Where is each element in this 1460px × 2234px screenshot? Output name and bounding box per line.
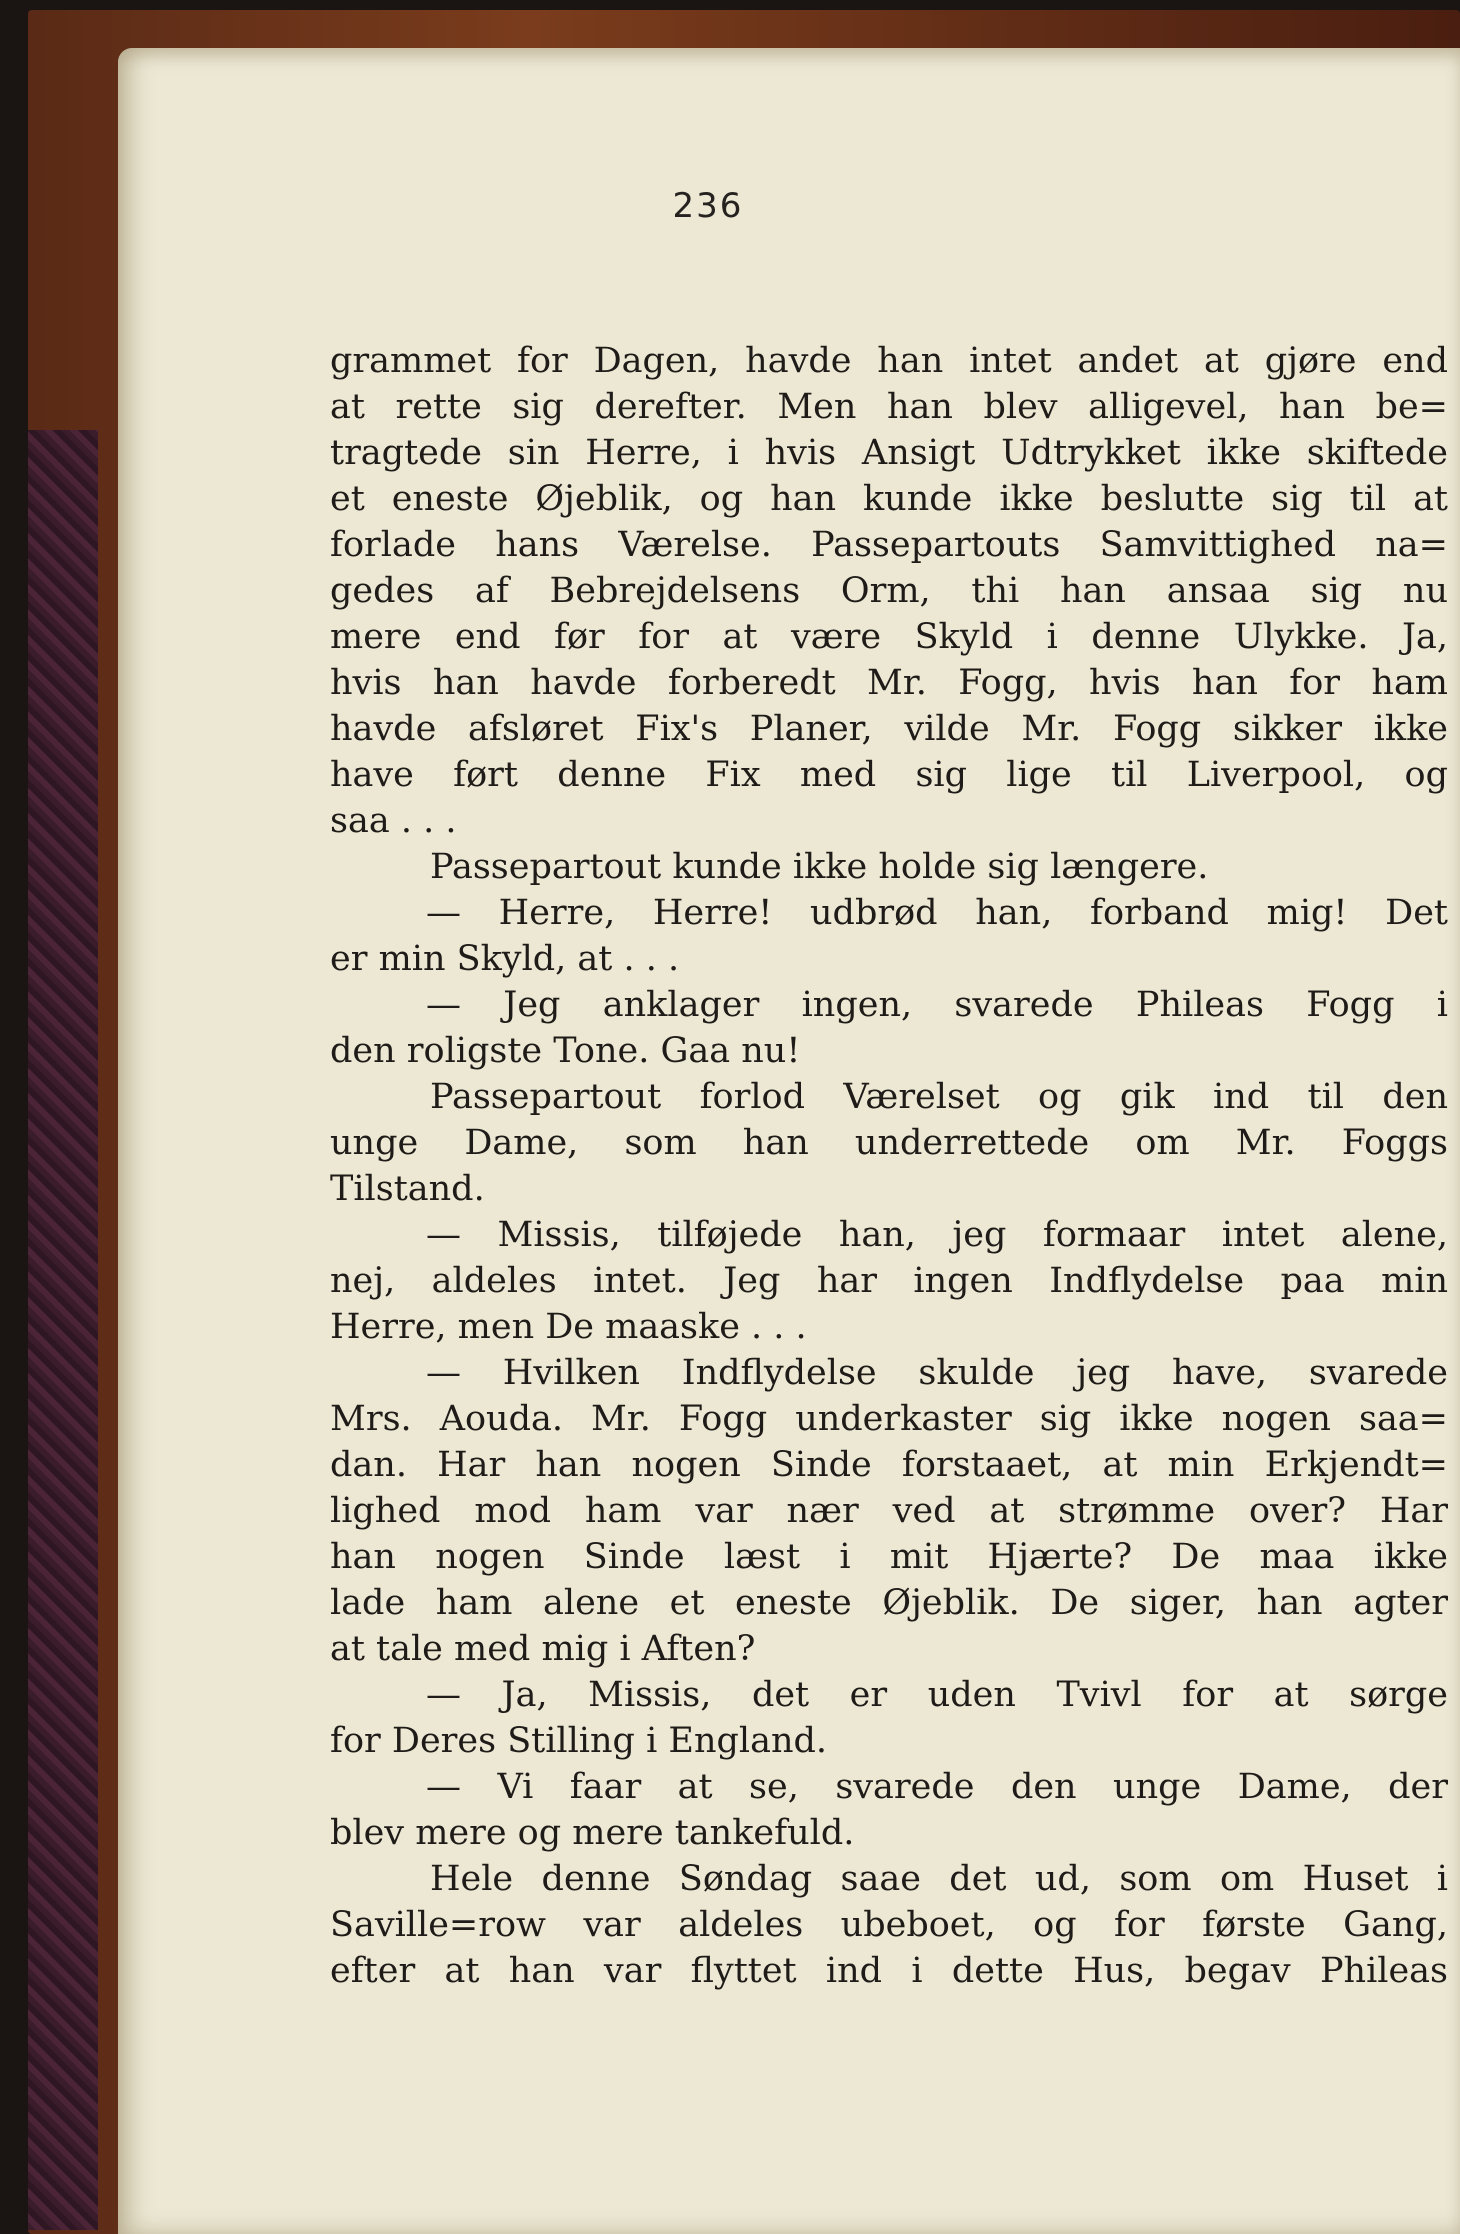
text-line: saa . . . xyxy=(330,801,457,841)
text-line: han nogen Sinde læst i mit Hjærte? De maa ikke xyxy=(330,1537,1448,1577)
text-line: Passepartout forlod Værelset og gik ind til den xyxy=(430,1077,1448,1117)
text-line: forlade hans Værelse. Passepartouts Samvittighed na= xyxy=(330,525,1448,565)
text-line: havde afsløret Fix's Planer, vilde Mr. Fogg sikker ikke xyxy=(330,709,1448,749)
text-line: et eneste Øjeblik, og han kunde ikke beslutte sig til at xyxy=(330,479,1448,519)
text-line: dan. Har han nogen Sinde forstaaet, at min Erkjendt= xyxy=(330,1445,1448,1485)
text-line: lighed mod ham var nær ved at strømme over? Har xyxy=(330,1491,1448,1531)
text-line: mere end før for at være Skyld i denne Ulykke. Ja, xyxy=(330,617,1448,657)
text-line: — Herre, Herre! udbrød han, forband mig! Det xyxy=(426,893,1448,933)
text-line: blev mere og mere tankefuld. xyxy=(330,1813,855,1853)
text-line: have ført denne Fix med sig lige til Liverpool, og xyxy=(330,755,1448,795)
text-line: unge Dame, som han underrettede om Mr. Foggs xyxy=(330,1123,1448,1163)
text-line: efter at han var flyttet ind i dette Hus, begav Phileas xyxy=(330,1951,1448,1991)
page-text xyxy=(330,338,1448,1994)
text-line: Tilstand. xyxy=(330,1169,485,1209)
text-line: gedes af Bebrejdelsens Orm, thi han ansaa sig nu xyxy=(330,571,1448,611)
text-line: at rette sig derefter. Men han blev alligevel, han be= xyxy=(330,387,1448,427)
text-line: — Vi faar at se, svarede den unge Dame, der xyxy=(426,1767,1448,1807)
page-number: 236 xyxy=(672,186,744,226)
text-line: — Ja, Missis, det er uden Tvivl for at sørge xyxy=(426,1675,1448,1715)
text-line: — Hvilken Indflydelse skulde jeg have, svarede xyxy=(426,1353,1448,1393)
text-line: Saville=row var aldeles ubeboet, og for første Gang, xyxy=(330,1905,1448,1945)
text-line: tragtede sin Herre, i hvis Ansigt Udtrykket ikke skiftede xyxy=(330,433,1448,473)
text-line: at tale med mig i Aften? xyxy=(330,1629,756,1669)
text-line: nej, aldeles intet. Jeg har ingen Indflydelse paa min xyxy=(330,1261,1448,1301)
cover-spine xyxy=(28,430,98,2230)
text-line: hvis han havde forberedt Mr. Fogg, hvis han for ham xyxy=(330,663,1448,703)
text-line: er min Skyld, at . . . xyxy=(330,939,680,979)
text-line: Hele denne Søndag saae det ud, som om Huset i xyxy=(430,1859,1448,1899)
text-line: lade ham alene et eneste Øjeblik. De siger, han agter xyxy=(330,1583,1448,1623)
text-line: Passepartout kunde ikke holde sig længere. xyxy=(430,847,1209,887)
text-line: Mrs. Aouda. Mr. Fogg underkaster sig ikke nogen saa= xyxy=(330,1399,1448,1439)
text-line: den roligste Tone. Gaa nu! xyxy=(330,1031,801,1071)
text-line: — Jeg anklager ingen, svarede Phileas Fogg i xyxy=(426,985,1448,1025)
text-line: for Deres Stilling i England. xyxy=(330,1721,828,1761)
book-page xyxy=(118,48,1460,2234)
text-line: — Missis, tilføjede han, jeg formaar intet alene, xyxy=(426,1215,1448,1255)
text-line: grammet for Dagen, havde han intet andet at gjøre end xyxy=(330,341,1448,381)
text-line: Herre, men De maaske . . . xyxy=(330,1307,807,1347)
